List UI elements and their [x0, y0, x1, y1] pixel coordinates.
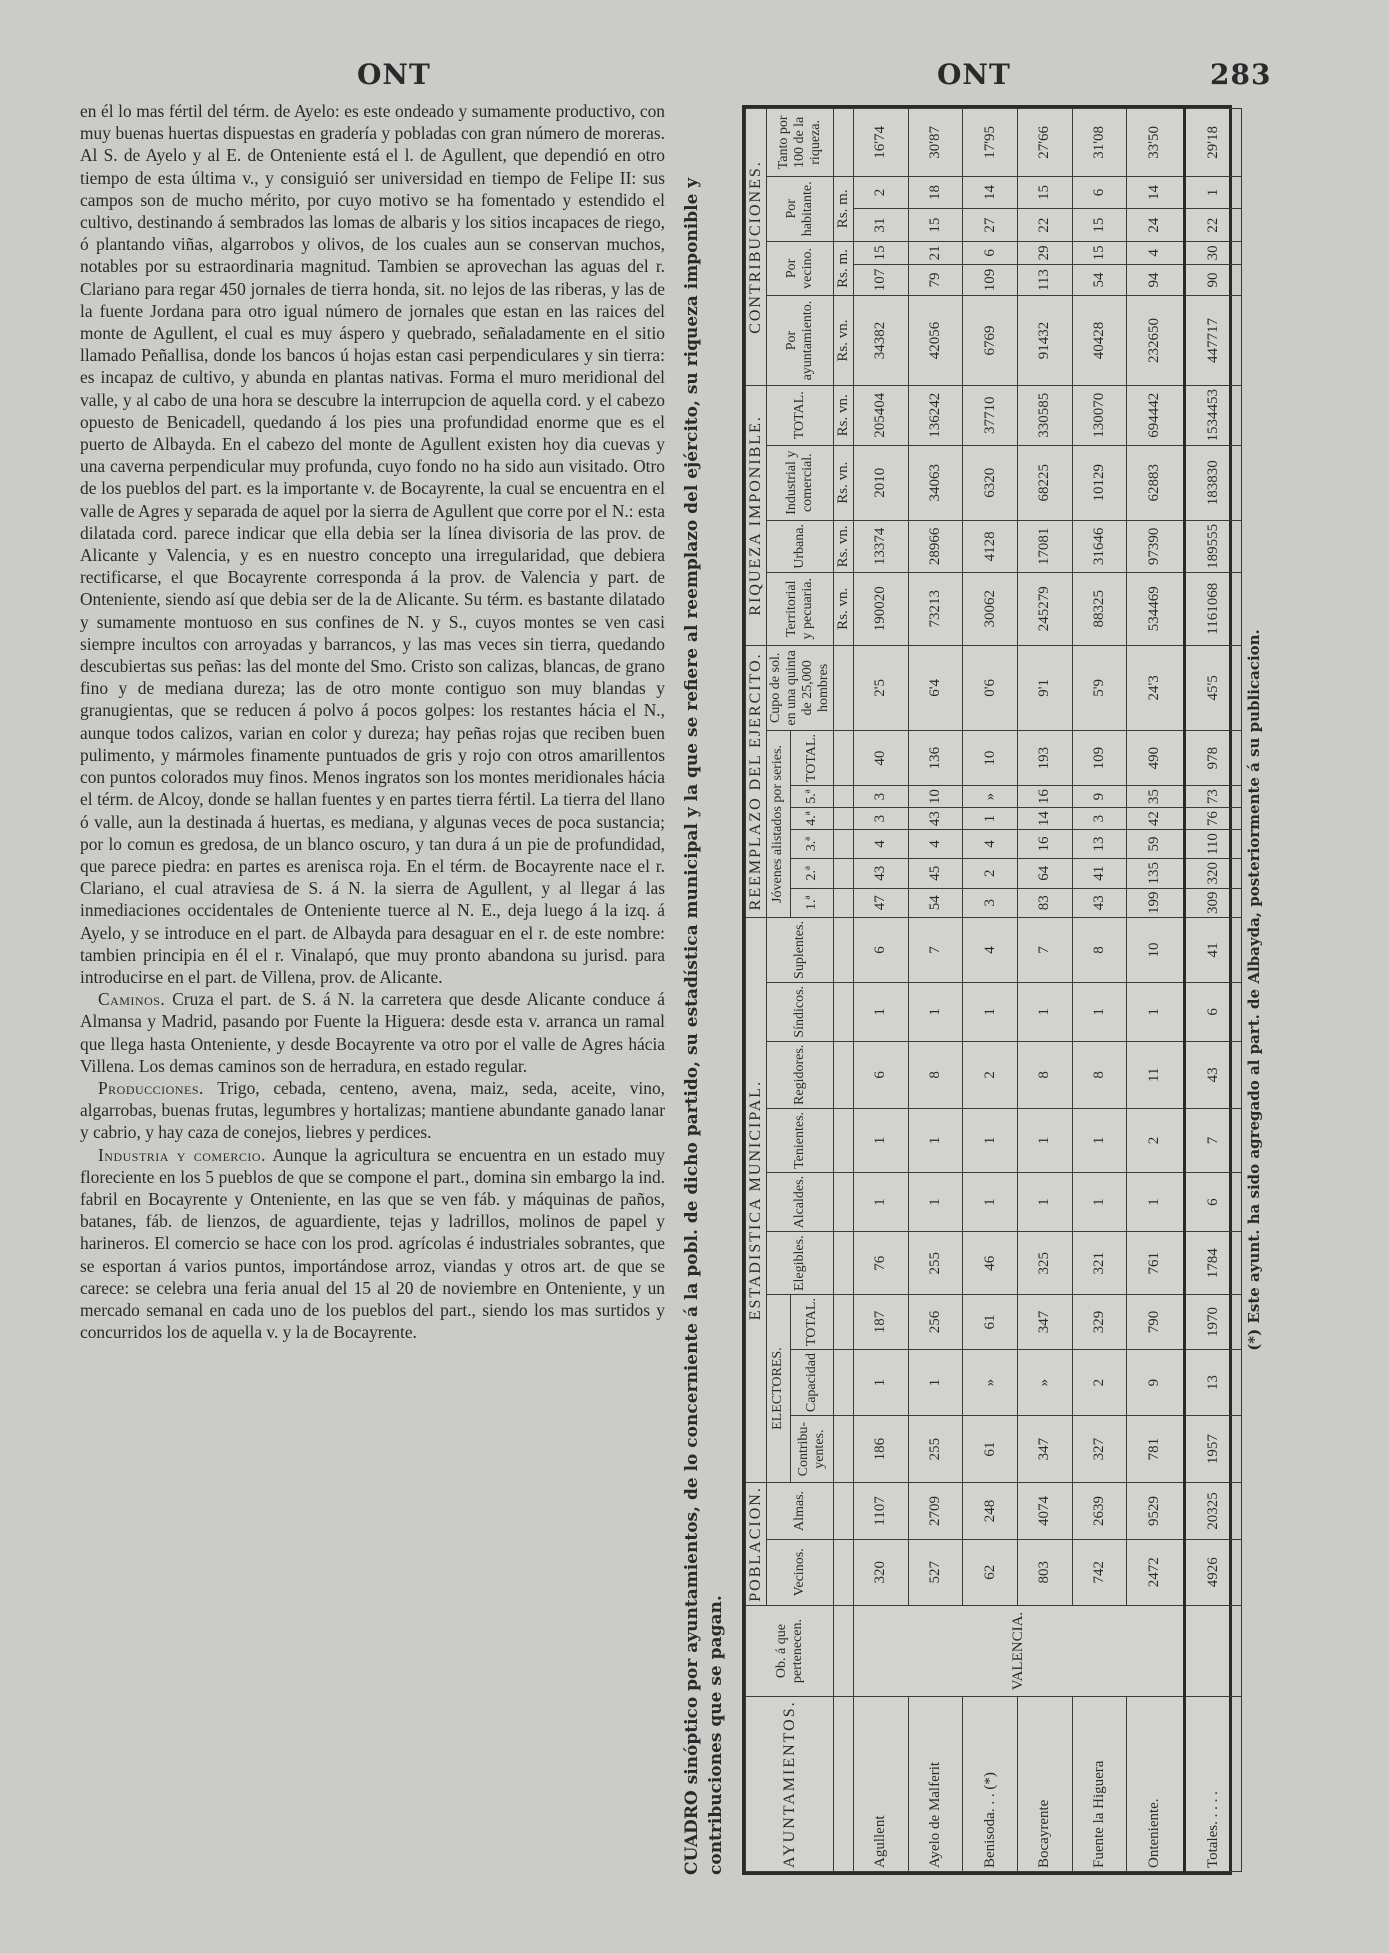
ayuntamiento-name: Benisoda. . . (*): [963, 1697, 1018, 1872]
cell-sup: 41: [1184, 918, 1241, 983]
page-number: 283: [1210, 58, 1272, 91]
cell-tanto: 27'66: [1017, 109, 1072, 177]
cell-terr: 190020: [854, 572, 909, 645]
cell-pay: 40428: [1072, 296, 1127, 386]
cell-s4: 3: [1072, 808, 1127, 830]
cell-ten: 1: [1072, 1108, 1127, 1172]
cell-capac: 9: [1127, 1350, 1184, 1416]
cell-almas: 20325: [1184, 1483, 1241, 1540]
cell-ph_r: 31: [854, 209, 909, 242]
cell-rtot: 694442: [1127, 386, 1184, 446]
col-regidores: Regidores.: [767, 1041, 834, 1108]
section-text: Trigo, cebada, centeno, avena, maiz, seda, aceite, vino, algarrobas, buenas frutas, legumbres y hortalizas; mantiene abundante ganado lanar y cabrio, y hay caza de conejos, liebres y perdices.: [80, 1077, 665, 1143]
cell-tanto: 29'18: [1184, 109, 1241, 177]
cell-rtot: 136242: [908, 386, 963, 446]
cell-rtot: 1534453: [1184, 386, 1241, 446]
header-riqueza: RIQUEZA IMPONIBLE.: [746, 386, 767, 646]
cell-s4: 3: [854, 808, 909, 830]
cell-pv_m: 15: [854, 241, 909, 264]
cell-elegibles: 1784: [1184, 1232, 1241, 1295]
cell-s1: 309: [1184, 888, 1241, 918]
cell-sin: 1: [1127, 982, 1184, 1041]
cell-elegibles: 46: [963, 1232, 1018, 1295]
cell-etotal: 1970: [1184, 1295, 1241, 1350]
col-capacidad: Capacidad: [790, 1350, 833, 1416]
cell-cupo: 45'5: [1184, 645, 1241, 730]
cell-sup: 4: [963, 918, 1018, 983]
cell-pay: 34382: [854, 296, 909, 386]
cell-ph_m: 1: [1184, 176, 1241, 209]
cell-ten: 1: [908, 1108, 963, 1172]
cell-cupo: 6'4: [908, 645, 963, 730]
rotated-table-region: [680, 95, 1280, 1875]
col-serie-4: 4.ª: [790, 808, 833, 830]
section-text: Cruza el part. de S. á N. la carretera que desde Alicante conduce á Almansa y Madrid, pasando por Fuente la Higuera: desde esta v. arranca un ramal que llega hasta Onteniente, y desde Bocayrente va otro por el valle de Agres hácia Villena. Los demas caminos son de herradura, en estado regular.: [80, 989, 665, 1076]
cell-ind: 34063: [908, 445, 963, 520]
cell-sup: 7: [908, 918, 963, 983]
col-suplentes: Suplentes.: [767, 918, 834, 983]
cell-alc: 1: [854, 1172, 909, 1231]
cell-s3: 59: [1127, 830, 1184, 859]
cell-tanto: 33'50: [1127, 109, 1184, 177]
cell-sup: 10: [1127, 918, 1184, 983]
unit-label: Rs. m.: [834, 241, 854, 295]
cell-sin: 1: [1072, 982, 1127, 1041]
cell-pv_r: 109: [963, 265, 1018, 296]
cell-reg: 8: [1017, 1041, 1072, 1108]
running-header-right: ONT: [937, 58, 1011, 91]
unit-label: Rs. m.: [834, 176, 854, 241]
rotated-content: [680, 95, 1280, 1875]
cell-pay: 232650: [1127, 296, 1184, 386]
cell-urb: 4128: [963, 520, 1018, 572]
cell-ten: 2: [1127, 1108, 1184, 1172]
cell-pay: 42056: [908, 296, 963, 386]
cell-jtotal: 136: [908, 731, 963, 786]
cell-sin: 1: [854, 982, 909, 1041]
cell-elegibles: 325: [1017, 1232, 1072, 1295]
cell-ten: 1: [963, 1108, 1018, 1172]
unit-label: Rs. vn.: [834, 296, 854, 386]
cell-terr: 30062: [963, 572, 1018, 645]
cell-alc: 1: [908, 1172, 963, 1231]
section-label: Producciones.: [98, 1077, 204, 1098]
cell-jtotal: 109: [1072, 731, 1127, 786]
totals-row: [1184, 109, 1241, 1872]
cell-cupo: 24'3: [1127, 645, 1184, 730]
cell-s5: 3: [854, 786, 909, 808]
cell-vecinos: 742: [1072, 1539, 1127, 1605]
cell-s2: 41: [1072, 859, 1127, 889]
section-industria: [80, 1144, 665, 1344]
cell-tanto: 16'74: [854, 109, 909, 177]
cell-sin: 1: [1017, 982, 1072, 1041]
cell-etotal: 187: [854, 1295, 909, 1350]
cell-s2: 2: [963, 859, 1018, 889]
cell-s3: 4: [854, 830, 909, 859]
col-urbana: Urbana.: [767, 520, 834, 572]
cell-capac: 2: [1072, 1350, 1127, 1416]
cell-etotal: 329: [1072, 1295, 1127, 1350]
unit-label: Rs. vn.: [834, 445, 854, 520]
cell-sup: 7: [1017, 918, 1072, 983]
cell-almas: 248: [963, 1483, 1018, 1540]
cell-ten: 1: [854, 1108, 909, 1172]
cell-jtotal: 10: [963, 731, 1018, 786]
cell-etotal: 347: [1017, 1295, 1072, 1350]
cell-s4: 1: [963, 808, 1018, 830]
header-contribuciones: CONTRIBUCIONES.: [746, 109, 767, 386]
cell-s5: 10: [908, 786, 963, 808]
col-elegibles: Elegibles.: [767, 1232, 834, 1295]
cell-ph_m: 18: [908, 176, 963, 209]
cell-sin: 1: [963, 982, 1018, 1041]
col-almas: Almas.: [767, 1483, 834, 1540]
cell-s3: 16: [1017, 830, 1072, 859]
cell-almas: 2709: [908, 1483, 963, 1540]
cell-s2: 45: [908, 859, 963, 889]
cell-terr: 534469: [1127, 572, 1184, 645]
cell-pv_m: 29: [1017, 241, 1072, 264]
col-alcaldes: Alcaldes.: [767, 1172, 834, 1231]
cell-pv_r: 107: [854, 265, 909, 296]
cell-pv_r: 94: [1127, 265, 1184, 296]
cell-s2: 43: [854, 859, 909, 889]
cell-etotal: 256: [908, 1295, 963, 1350]
cell-terr: 88325: [1072, 572, 1127, 645]
cell-sup: 6: [854, 918, 909, 983]
col-vecinos: Vecinos.: [767, 1539, 834, 1605]
section-caminos: [80, 988, 665, 1077]
section-label: Industria y comercio.: [98, 1144, 266, 1165]
unit-label: Rs. vn.: [834, 386, 854, 446]
cell-urb: 13374: [854, 520, 909, 572]
cell-ten: 7: [1184, 1108, 1241, 1172]
synoptic-table-frame: [742, 105, 1232, 1875]
header-reemplazo: REEMPLAZO DEL EJERCITO.: [746, 645, 767, 917]
cell-s3: 13: [1072, 830, 1127, 859]
ayuntamiento-name: Fuente la Higuera: [1072, 1697, 1127, 1872]
cell-tanto: 17'95: [963, 109, 1018, 177]
cell-s5: 9: [1072, 786, 1127, 808]
cell-capac: 1: [854, 1350, 909, 1416]
cell-rtot: 130070: [1072, 386, 1127, 446]
cell-pv_m: 21: [908, 241, 963, 264]
cell-ph_r: 22: [1017, 209, 1072, 242]
cell-sin: 1: [908, 982, 963, 1041]
cell-reg: 11: [1127, 1041, 1184, 1108]
ob-value: VALENCIA.: [854, 1605, 1185, 1697]
cell-ten: 1: [1017, 1108, 1072, 1172]
synoptic-table: [745, 108, 1242, 1872]
cell-pv_r: 90: [1184, 265, 1241, 296]
cell-ind: 2010: [854, 445, 909, 520]
cell-rtot: 205404: [854, 386, 909, 446]
unit-label: Rs. vn.: [834, 520, 854, 572]
cell-pv_m: 4: [1127, 241, 1184, 264]
text-column: [80, 100, 665, 1343]
cell-almas: 9529: [1127, 1483, 1184, 1540]
cell-ph_m: 14: [963, 176, 1018, 209]
header-electores: ELECTORES.: [767, 1295, 791, 1483]
cell-ind: 62883: [1127, 445, 1184, 520]
cell-s5: 16: [1017, 786, 1072, 808]
cell-ph_r: 27: [963, 209, 1018, 242]
cell-ph_m: 2: [854, 176, 909, 209]
cell-s5: 35: [1127, 786, 1184, 808]
cell-ph_r: 24: [1127, 209, 1184, 242]
cell-s2: 320: [1184, 859, 1241, 889]
cell-etotal: 790: [1127, 1295, 1184, 1350]
cell-almas: 2639: [1072, 1483, 1127, 1540]
col-sindicos: Síndicos.: [767, 982, 834, 1041]
cell-cupo: 2'5: [854, 645, 909, 730]
col-tanto: Tanto por 100 de la riqueza.: [767, 109, 834, 177]
cell-capac: 13: [1184, 1350, 1241, 1416]
col-por-ayuntamiento: Por ayuntamiento.: [767, 296, 834, 386]
ayuntamiento-name: Agullent: [854, 1697, 909, 1872]
cell-s3: 4: [963, 830, 1018, 859]
cell-terr: 245279: [1017, 572, 1072, 645]
col-serie-3: 3.ª: [790, 830, 833, 859]
cell-cupo: 9'1: [1017, 645, 1072, 730]
cell-pv_r: 113: [1017, 265, 1072, 296]
table-title: CUADRO sinóptico por ayuntamientos, de lo concerniente á la pobl. de dicho partido, su estadística municipal y la que se refiere al reemplazo del ejército, su riqueza imponible y contribuciones que se pagan.: [682, 177, 726, 1875]
header-poblacion: POBLACION.: [746, 1483, 767, 1606]
cell-ph_m: 14: [1127, 176, 1184, 209]
cell-reg: 43: [1184, 1041, 1241, 1108]
cell-elegibles: 321: [1072, 1232, 1127, 1295]
cell-s1: 3: [963, 888, 1018, 918]
cell-elegibles: 76: [854, 1232, 909, 1295]
cell-terr: 73213: [908, 572, 963, 645]
col-electores-total: TOTAL.: [790, 1295, 833, 1350]
cell-alc: 1: [1017, 1172, 1072, 1231]
cell-ph_m: 6: [1072, 176, 1127, 209]
cell-s1: 83: [1017, 888, 1072, 918]
col-contribuyentes: Contribu-yentes.: [790, 1416, 833, 1483]
cell-vecinos: 527: [908, 1539, 963, 1605]
col-serie-5: 5.ª: [790, 786, 833, 808]
cell-contrib: 186: [854, 1416, 909, 1483]
cell-contrib: 61: [963, 1416, 1018, 1483]
cell-sin: 6: [1184, 982, 1241, 1041]
cell-vecinos: 2472: [1127, 1539, 1184, 1605]
ayuntamiento-name: Bocayrente: [1017, 1697, 1072, 1872]
cell-ind: 6320: [963, 445, 1018, 520]
cell-s4: 43: [908, 808, 963, 830]
cell-alc: 6: [1184, 1172, 1241, 1231]
cell-pv_r: 54: [1072, 265, 1127, 296]
cell-jtotal: 40: [854, 731, 909, 786]
col-riqueza-total: TOTAL.: [767, 386, 834, 446]
section-text: Aunque la agricultura se encuentra en un estado muy floreciente en los 5 pueblos de que se compone el part., domina sin embargo la ind. fabril en Bocayrente y Onteniente, en las que se ven fáb. y máquinas de paños, batanes, fáb. de lienzos, de aguardiente, tejas y ladrillos, molinos de papel y harineros. El comercio se hace con los prod. agrícolas é industriales sobrantes, que se esportan á varios puntos, importándose arroz, viandas y otros art. de que se carece: se celebra una feria anual del 15 al 20 de noviembre en Onteniente, y un mercado semanal en cada uno de los pueblos del part., siendo los mas surtidos y concurridos los de aquella v. y la de Bocayrente.: [80, 1144, 665, 1343]
cell-vecinos: 803: [1017, 1539, 1072, 1605]
cell-elegibles: 761: [1127, 1232, 1184, 1295]
cell-s4: 76: [1184, 808, 1241, 830]
cell-jtotal: 978: [1184, 731, 1241, 786]
cell-jtotal: 490: [1127, 731, 1184, 786]
cell-alc: 1: [1072, 1172, 1127, 1231]
cell-s3: 110: [1184, 830, 1241, 859]
cell-s2: 64: [1017, 859, 1072, 889]
cell-pv_r: 79: [908, 265, 963, 296]
ayuntamiento-name: Onteniente.: [1127, 1697, 1184, 1872]
cell-almas: 4074: [1017, 1483, 1072, 1540]
cell-alc: 1: [1127, 1172, 1184, 1231]
cell-elegibles: 255: [908, 1232, 963, 1295]
section-label: Caminos.: [98, 989, 166, 1010]
header-jovenes: Jóvenes alistados por series.: [767, 731, 791, 918]
col-industrial: Industrial y comercial.: [767, 445, 834, 520]
cell-cupo: 5'9: [1072, 645, 1127, 730]
col-serie-1: 1.ª: [790, 888, 833, 918]
cell-jtotal: 193: [1017, 731, 1072, 786]
cell-ph_m: 15: [1017, 176, 1072, 209]
cell-vecinos: 320: [854, 1539, 909, 1605]
cell-s4: 42: [1127, 808, 1184, 830]
cell-s5: »: [963, 786, 1018, 808]
cell-rtot: 330585: [1017, 386, 1072, 446]
ayuntamiento-name: Totales. . . . .: [1184, 1697, 1241, 1872]
cell-reg: 8: [908, 1041, 963, 1108]
cell-vecinos: 4926: [1184, 1539, 1241, 1605]
cell-s4: 14: [1017, 808, 1072, 830]
cell-s1: 47: [854, 888, 909, 918]
table-footnote: (*) Este ayunt. ha sido agregado al part. de Albayda, posteriormente á su publicacion.: [1245, 629, 1263, 1351]
cell-rtot: 37710: [963, 386, 1018, 446]
cell-urb: 31646: [1072, 520, 1127, 572]
cell-s1: 199: [1127, 888, 1184, 918]
cell-capac: »: [963, 1350, 1018, 1416]
body-paragraph: en él lo mas fértil del térm. de Ayelo: es este ondeado y sumamente productivo, con muy buenas huertas dispuestas en gradería y pobladas con gran número de moreras. Al S. de Ayelo y al E. de Onteniente está el l. de Agullent, que dependió en otro tiempo de esta última v., y consiguió ser universidad en tiempo de Felipe II: sus campos son de mucho mérito, por cuyo motivo se ha fomentado y estendido el cultivo, destinando á sembrados las lomas de albaris y los sitios incapaces de riego, ó plantando viñas, algarrobos y olivos, de los cuales aun se conservan muchos, notables por su estraordinaria magnitud. Tambien se aprovechan las aguas del r. Clariano para regar 450 jornales de tierra honda, sit. no lejos de las riberas, y las de la fuente Jordana para otro igual número de jornales que estan en las raices del monte de Agullent, el cual es muy áspero y quebrado, señaladamente en el sitio llamado Peñallisa, donde los bancos ú hojas estan casi perpendiculares y sin tierra: es incapaz de cultivo, y abunda en plantas nativas. Forma el muro meridional del valle, y al cabo de una hora se descubre la interrupcion de aquella cord. y el cabezo opuesto de Benicadell, quedando á los pies una profundidad enorme que es el puerto de Albayda. En el cabezo del monte de Agullent existen hoy dia cuevas y una caverna perpendicular muy profunda, cuyo fondo no ha sido aun visitado. Otro de los pueblos del part. es la importante v. de Bocayrente, la cual se encuentra en el valle de Agres y separada de aquel por la sierra de Agullent que corre por el N.: esta dilatada cord. parece indicar que ella debia ser la línea divisoria de las prov. de Alicante y Valencia, y es en nuestro concepto una irregularidad, que debiera rectificarse, el que Bocayrente corresponda á la prov. de Valencia y part. de Onteniente, siendo así que debia ser de la de Alicante. Su térm. es bastante dilatado y sumamente montuoso en sus confines de N. y S., cuyos montes se ven casi siempre incultos con arroyadas y barrancos, y las mas veces sin tierra, quedando descubiertas sus peñas: las del monte del Smo. Cristo son calizas, blancas, de grano fino y de mediana dureza; las de otro monte contiguo son muy blandas y granugientas, que se reducen á polvo á pocos golpes: los restantes hácia el N., aunque todos calizos, varian en color y dureza; hay peñas rojas que reciben buen pulimento, y mármoles finamente puntuados de gris y rojo con otros amarillentos con puntos colorados muy finos. Menos ingratos son los montes meridionales hácia el térm. de Alcoy, donde se hallan fuentes y en partes tierra fértil. La tierra del llano ó valle, aun la destinada á huertas, es mediana, y algunas veces de poca sustancia; por lo comun es gredosa, de un blanco oscuro, y tan dura á un pie de profundidad, que parece piedra: en partes es arenisca roja. En el térm. de Bocayrente nace el r. Clariano, el cual atraviesa de S. á N. la sierra de Agullent, y al llegar á las inmediaciones occidentales de Onteniente tuerce al N. E., deja luego á la izq. á Ayelo, y se introduce en el part. de Albayda para desaguar en el r. de este nombre: tambien principia en él el r. Vinalapó, que muy pronto abandona su jurisd. para introducirse en el part. de Villena, prov. de Alicante.: [80, 101, 665, 987]
cell-tanto: 31'08: [1072, 109, 1127, 177]
cell-reg: 8: [1072, 1041, 1127, 1108]
cell-capac: »: [1017, 1350, 1072, 1416]
cell-contrib: 781: [1127, 1416, 1184, 1483]
col-por-habitante: Por habitante.: [767, 176, 834, 241]
cell-s3: 4: [908, 830, 963, 859]
cell-ph_r: 15: [1072, 209, 1127, 242]
cell-urb: 17081: [1017, 520, 1072, 572]
cell-sup: 8: [1072, 918, 1127, 983]
col-serie-2: 2.ª: [790, 859, 833, 889]
cell-pay: 447717: [1184, 296, 1241, 386]
header-ayuntamientos: AYUNTAMIENTOS.: [746, 1697, 834, 1872]
cell-ph_r: 22: [1184, 209, 1241, 242]
cell-pay: 91432: [1017, 296, 1072, 386]
col-territorial: Territorial y pecuaria.: [767, 572, 834, 645]
cell-pv_m: 15: [1072, 241, 1127, 264]
cell-s2: 135: [1127, 859, 1184, 889]
cell-tanto: 30'87: [908, 109, 963, 177]
col-cupo: Cupo de sol. en una quinta de 25,000 hombres: [767, 645, 834, 730]
cell-contrib: 1957: [1184, 1416, 1241, 1483]
cell-urb: 97390: [1127, 520, 1184, 572]
cell-urb: 28966: [908, 520, 963, 572]
cell-s1: 54: [908, 888, 963, 918]
col-jovenes-total: TOTAL.: [790, 731, 833, 786]
col-tenientes: Tenientes.: [767, 1108, 834, 1172]
cell-terr: 1161068: [1184, 572, 1241, 645]
col-por-vecino: Por vecino.: [767, 241, 834, 295]
units-row: [834, 109, 854, 1872]
cell-urb: 189555: [1184, 520, 1241, 572]
running-header-left: ONT: [357, 58, 431, 91]
cell-vecinos: 62: [963, 1539, 1018, 1605]
cell-pv_m: 30: [1184, 241, 1241, 264]
header-ob: Ob. á que pertenecen.: [746, 1605, 834, 1697]
cell-s1: 43: [1072, 888, 1127, 918]
table-body: [854, 109, 1242, 1872]
cell-ph_r: 15: [908, 209, 963, 242]
cell-contrib: 347: [1017, 1416, 1072, 1483]
cell-reg: 6: [854, 1041, 909, 1108]
section-producciones: [80, 1077, 665, 1144]
cell-s5: 73: [1184, 786, 1241, 808]
cell-ind: 68225: [1017, 445, 1072, 520]
cell-ind: 183830: [1184, 445, 1241, 520]
table-row: [854, 109, 909, 1872]
ayuntamiento-name: Ayelo de Malferit: [908, 1697, 963, 1872]
header-estadistica: ESTADISTICA MUNICIPAL.: [746, 918, 767, 1483]
cell-reg: 2: [963, 1041, 1018, 1108]
unit-label: Rs. vn.: [834, 572, 854, 645]
cell-capac: 1: [908, 1350, 963, 1416]
cell-contrib: 327: [1072, 1416, 1127, 1483]
cell-cupo: 0'6: [963, 645, 1018, 730]
cell-ind: 10129: [1072, 445, 1127, 520]
cell-pv_m: 6: [963, 241, 1018, 264]
cell-pay: 6769: [963, 296, 1018, 386]
cell-contrib: 255: [908, 1416, 963, 1483]
cell-alc: 1: [963, 1172, 1018, 1231]
cell-almas: 1107: [854, 1483, 909, 1540]
cell-etotal: 61: [963, 1295, 1018, 1350]
